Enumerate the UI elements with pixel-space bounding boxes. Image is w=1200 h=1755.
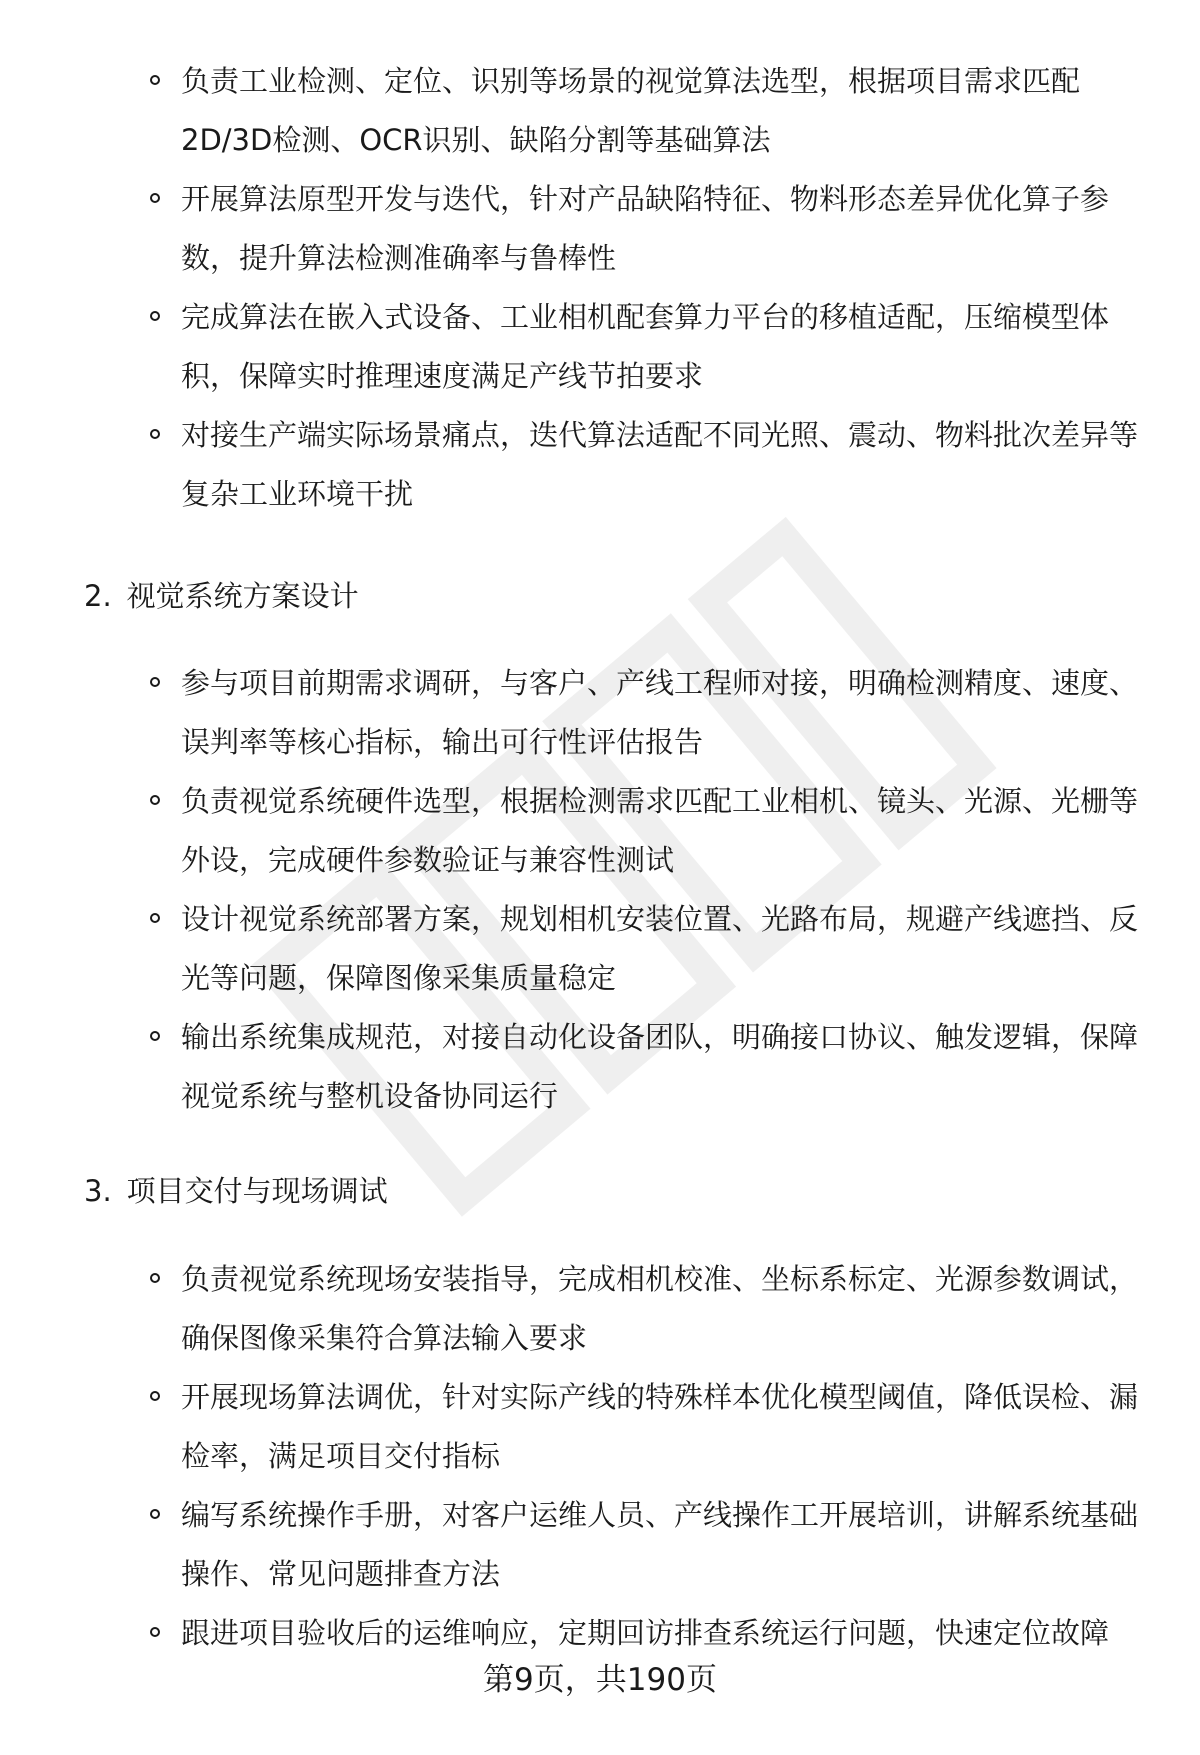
list-item-text: 参与项目前期需求调研，与客户、产线工程师对接，明确检测精度、速度、误判率等核心指标，输出可行性评估报告	[181, 666, 1139, 759]
list-item	[150, 1008, 1140, 1126]
hollow-bullet-icon	[150, 429, 160, 439]
section-3-list	[150, 1250, 1140, 1663]
page-number-footer: 第9页，共190页	[483, 1662, 717, 1698]
hollow-bullet-icon	[150, 1509, 160, 1519]
hollow-bullet-icon	[150, 75, 160, 85]
list-item	[150, 170, 1140, 288]
section-number: 2.	[84, 579, 112, 613]
section-title: 项目交付与现场调试	[126, 1174, 388, 1208]
hollow-bullet-icon	[150, 1391, 160, 1401]
list-item	[150, 1250, 1140, 1368]
list-item	[150, 1604, 1140, 1663]
hollow-bullet-icon	[150, 1031, 160, 1041]
list-item	[150, 406, 1140, 524]
list-item-text: 输出系统集成规范，对接自动化设备团队，明确接口协议、触发逻辑，保障视觉系统与整机设备协同运行	[181, 1020, 1139, 1113]
section-1-list	[150, 52, 1140, 524]
list-item-text: 开展算法原型开发与迭代，针对产品缺陷特征、物料形态差异优化算子参数，提升算法检测准确率与鲁棒性	[181, 182, 1110, 275]
list-item	[150, 1368, 1140, 1486]
list-item-text: 设计视觉系统部署方案，规划相机安装位置、光路布局，规避产线遮挡、反光等问题，保障图像采集质量稳定	[181, 902, 1139, 995]
list-item-text: 负责工业检测、定位、识别等场景的视觉算法选型，根据项目需求匹配2D/3D检测、OCR识别、缺陷分割等基础算法	[181, 64, 1081, 157]
list-item	[150, 1486, 1140, 1604]
list-item	[150, 52, 1140, 170]
hollow-bullet-icon	[150, 913, 160, 923]
section-number: 3.	[84, 1174, 112, 1208]
list-item-text: 开展现场算法调优，针对实际产线的特殊样本优化模型阈值，降低误检、漏检率，满足项目交付指标	[181, 1380, 1139, 1473]
hollow-bullet-icon	[150, 1627, 160, 1637]
list-item-text: 负责视觉系统硬件选型，根据检测需求匹配工业相机、镜头、光源、光栅等外设，完成硬件参数验证与兼容性测试	[181, 784, 1139, 877]
list-item	[150, 654, 1140, 772]
section-2-list	[150, 654, 1140, 1126]
list-item	[150, 288, 1140, 406]
list-item	[150, 890, 1140, 1008]
list-item-text: 编写系统操作手册，对客户运维人员、产线操作工开展培训，讲解系统基础操作、常见问题排查方法	[181, 1498, 1139, 1591]
list-item	[150, 772, 1140, 890]
hollow-bullet-icon	[150, 795, 160, 805]
hollow-bullet-icon	[150, 677, 160, 687]
hollow-bullet-icon	[150, 1273, 160, 1283]
list-item-text: 负责视觉系统现场安装指导，完成相机校准、坐标系标定、光源参数调试，确保图像采集符合算法输入要求	[181, 1262, 1139, 1355]
section-heading	[84, 1171, 388, 1211]
hollow-bullet-icon	[150, 193, 160, 203]
list-item-text: 完成算法在嵌入式设备、工业相机配套算力平台的移植适配，压缩模型体积，保障实时推理速度满足产线节拍要求	[181, 300, 1110, 393]
hollow-bullet-icon	[150, 311, 160, 321]
list-item-text: 对接生产端实际场景痛点，迭代算法适配不同光照、震动、物料批次差异等复杂工业环境干扰	[181, 418, 1139, 511]
section-title: 视觉系统方案设计	[126, 579, 359, 613]
section-heading	[84, 576, 359, 616]
list-item-text: 跟进项目验收后的运维响应，定期回访排查系统运行问题，快速定位故障	[181, 1616, 1110, 1650]
